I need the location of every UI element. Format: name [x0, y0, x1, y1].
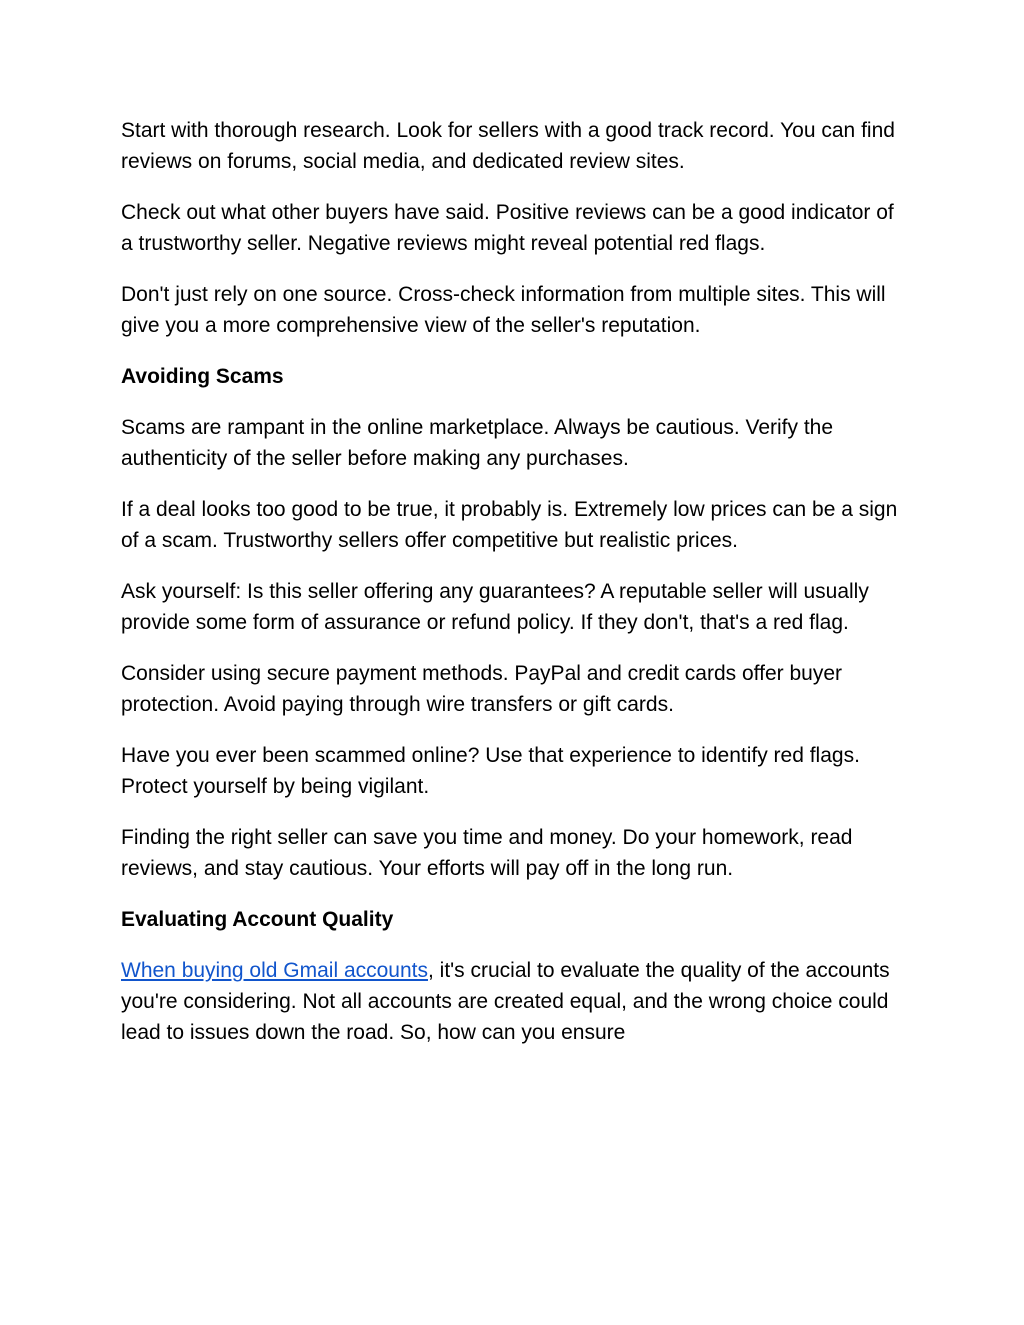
paragraph-too-good: If a deal looks too good to be true, it probably is. Extremely low prices can be a sign of a scam. Trustworthy sellers offer competitive but realistic prices.	[121, 498, 898, 552]
paragraph-secure-payment: Consider using secure payment methods. PayPal and credit cards offer buyer protection. Avoid paying through wire transfers or gift cards.	[121, 662, 842, 716]
heading-avoiding-scams: Avoiding Scams	[121, 365, 284, 388]
paragraph-research: Start with thorough research. Look for sellers with a good track record. You can find reviews on forums, social media, and dedicated review sites.	[121, 119, 895, 173]
paragraph-cross-check: Don't just rely on one source. Cross-check information from multiple sites. This will give you a more comprehensive view of the seller's reputation.	[121, 283, 886, 337]
paragraph-evaluate-quality	[121, 955, 911, 1048]
paragraph-buyer-reviews: Check out what other buyers have said. Positive reviews can be a good indicator of a trustworthy seller. Negative reviews might reveal potential red flags.	[121, 201, 894, 255]
paragraph-right-seller: Finding the right seller can save you time and money. Do your homework, read reviews, and stay cautious. Your efforts will pay off in the long run.	[121, 826, 853, 880]
paragraph-guarantees: Ask yourself: Is this seller offering any guarantees? A reputable seller will usually provide some form of assurance or refund policy. If they don't, that's a red flag.	[121, 580, 869, 634]
document-page	[121, 115, 911, 1068]
paragraph-scammed-online: Have you ever been scammed online? Use that experience to identify red flags. Protect yourself by being vigilant.	[121, 744, 860, 798]
heading-evaluating-account-quality: Evaluating Account Quality	[121, 908, 394, 931]
buy-old-gmail-link[interactable]: When buying old Gmail accounts	[121, 959, 428, 982]
paragraph-scams-rampant: Scams are rampant in the online marketplace. Always be cautious. Verify the authenticity of the seller before making any purchases.	[121, 416, 834, 470]
paragraph-evaluate-quality-text: , it's crucial to evaluate the quality of the accounts you're considering. Not all accounts are created equal, and the wrong choice could lead to issues down the road. So, how can you ensure	[121, 959, 890, 1044]
